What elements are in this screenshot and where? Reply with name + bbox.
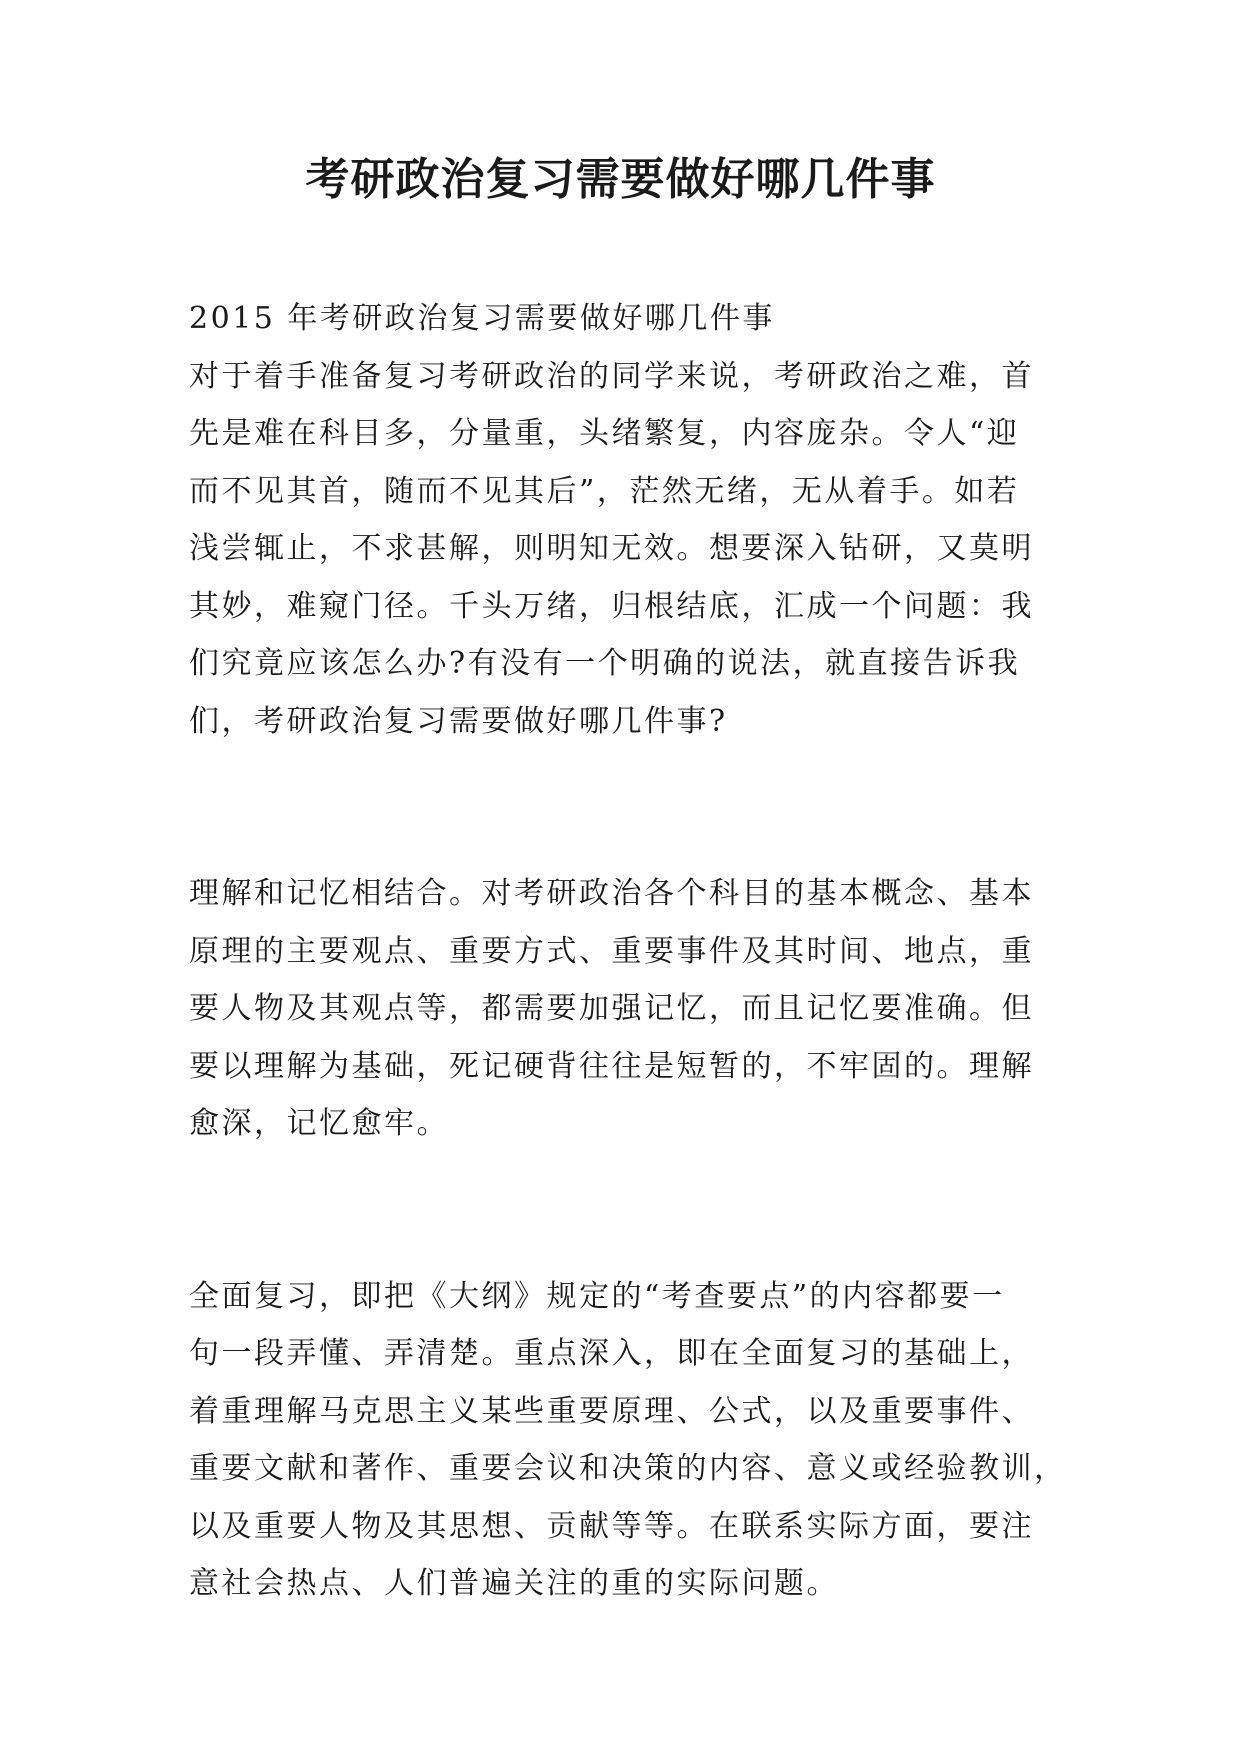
section-paragraph-2 bbox=[189, 1268, 1069, 1613]
section-paragraph-1 bbox=[189, 865, 1069, 1153]
document-title: 考研政治复习需要做好哪几件事 bbox=[305, 154, 936, 205]
paragraph-line: 句一段弄懂、弄清楚。重点深入，即在全面复习的基础上， bbox=[189, 1336, 1034, 1371]
paragraph-line: 理解和记忆相结合。对考研政治各个科目的基本概念、基本 bbox=[189, 876, 1034, 911]
paragraph-line: 原理的主要观点、重要方式、重要事件及其时间、地点，重 bbox=[189, 933, 1034, 969]
paragraph-line: 以及重要人物及其思想、贡献等等。在联系实际方面，要注 bbox=[189, 1508, 1034, 1544]
paragraph-line: 2015 年考研政治复习需要做好哪几件事 bbox=[189, 301, 775, 336]
paragraph-line: 要人物及其观点等，都需要加强记忆，而且记忆要准确。但 bbox=[189, 991, 1034, 1026]
paragraph-line: 浅尝辄止，不求甚解，则明知无效。想要深入钻研，又莫明 bbox=[189, 531, 1034, 566]
paragraph-line: 其妙，难窥门径。千头万绪，归根结底，汇成一个问题：我 bbox=[189, 588, 1034, 624]
paragraph-line: 对于着手准备复习考研政治的同学来说，考研政治之难，首 bbox=[189, 358, 1034, 394]
paragraph-line: 而不见其首，随而不见其后”，茫然无绪，无从着手。如若 bbox=[189, 473, 1020, 509]
paragraph-line: 着重理解马克思主义某些重要原理、公式，以及重要事件、 bbox=[189, 1393, 1034, 1429]
paragraph-line: 重要文献和著作、重要会议和决策的内容、意义或经验教训， bbox=[189, 1451, 1067, 1486]
paragraph-line: 全面复习，即把《大纲》规定的“考查要点”的内容都要一 bbox=[189, 1278, 1005, 1314]
paragraph-spacer bbox=[189, 750, 1069, 865]
paragraph-line: 愈深，记忆愈牢。 bbox=[189, 1106, 449, 1141]
paragraph-spacer bbox=[189, 1153, 1069, 1268]
intro-paragraph bbox=[189, 290, 1069, 750]
document-body bbox=[189, 290, 1069, 1613]
paragraph-line: 要以理解为基础，死记硬背往往是短暂的，不牢固的。理解 bbox=[189, 1048, 1034, 1084]
paragraph-line: 意社会热点、人们普遍关注的重的实际问题。 bbox=[189, 1566, 839, 1601]
paragraph-line: 们究竟应该怎么办?有没有一个明确的说法，就直接告诉我 bbox=[189, 646, 1021, 681]
paragraph-line: 们，考研政治复习需要做好哪几件事? bbox=[189, 703, 728, 739]
paragraph-line: 先是难在科目多，分量重，头绪繁复，内容庞杂。令人“迎 bbox=[189, 416, 1020, 451]
